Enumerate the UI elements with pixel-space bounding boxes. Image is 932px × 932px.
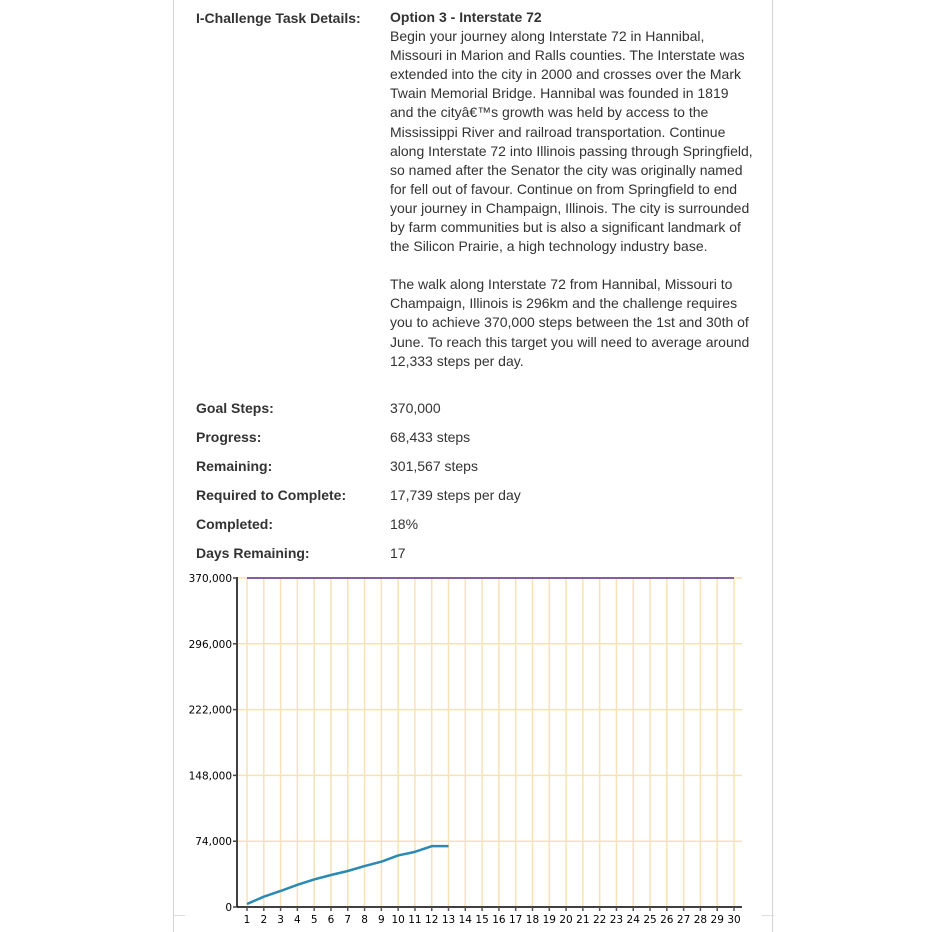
x-tick-label: 22 <box>592 914 607 926</box>
task-details-label: I-Challenge Task Details: <box>196 10 361 26</box>
y-tick-label: 0 <box>225 902 232 914</box>
required-label: Required to Complete: <box>196 487 347 503</box>
x-tick-label: 18 <box>525 914 540 926</box>
task-paragraph-2: The walk along Interstate 72 from Hannibal, Missouri to Champaign, Illinois is 296km and the challenge requires you to achieve 370,000 steps between the 1st and 30th of June. To reach this target you will need to average around 12,333 steps per day. <box>390 276 750 369</box>
goal-steps-label: Goal Steps: <box>196 400 274 416</box>
x-tick-label: 24 <box>626 914 640 926</box>
x-tick-label: 21 <box>576 914 590 926</box>
x-tick-label: 28 <box>693 914 708 926</box>
x-tick-label: 2 <box>260 914 268 926</box>
remaining-value: 301,567 steps <box>390 458 478 474</box>
x-tick-label: 1 <box>243 914 251 926</box>
completed-value: 18% <box>390 516 419 532</box>
goal-steps-value: 370,000 <box>390 400 441 416</box>
x-tick-label: 26 <box>660 914 674 926</box>
y-tick-label: 148,000 <box>188 770 232 783</box>
completed-label: Completed: <box>196 516 273 532</box>
x-tick-label: 6 <box>327 914 335 926</box>
x-tick-label: 11 <box>408 914 422 926</box>
x-tick-label: 23 <box>609 914 624 926</box>
required-value: 17,739 steps per day <box>390 487 521 503</box>
x-tick-label: 25 <box>643 914 657 926</box>
x-tick-label: 13 <box>441 914 456 926</box>
days-remaining-value: 17 <box>390 545 406 561</box>
x-tick-label: 5 <box>310 914 318 926</box>
x-tick-label: 4 <box>294 914 301 926</box>
task-paragraph-1: Begin your journey along Interstate 72 in Hannibal, Missouri in Marion and Ralls counties. The Interstate was extended into the city in 2000 and crosses over the Mark Twain Memorial Bridge. Hannibal was founded in 1819 and the cityâ€™s growth was held by access to the Mississippi River and railroad transportation. Continue along Interstate 72 into Illinois passing through Springfield, so named after the Senator the city was originally named for fell out of favour. Continue on from Springfield to end your journey in Champaign, Illinois. The city is surrounded by farm communities but is also a significant landmark of the Silicon Prairie, a high technology industry base. <box>390 28 753 255</box>
y-tick-label: 296,000 <box>188 638 232 651</box>
x-tick-label: 12 <box>425 914 439 926</box>
x-tick-label: 29 <box>710 914 724 926</box>
progress-value: 68,433 steps <box>390 429 471 445</box>
x-tick-label: 27 <box>676 914 691 926</box>
x-tick-label: 9 <box>378 914 385 926</box>
x-tick-label: 10 <box>391 914 405 926</box>
y-tick-label: 222,000 <box>188 704 232 717</box>
y-tick-label: 74,000 <box>195 836 232 849</box>
x-tick-label: 8 <box>361 914 368 926</box>
x-tick-label: 30 <box>727 914 741 926</box>
days-remaining-label: Days Remaining: <box>196 545 310 561</box>
x-tick-label: 19 <box>542 914 556 926</box>
task-title: Option 3 - Interstate 72 <box>390 9 542 25</box>
y-tick-label: 370,000 <box>188 573 232 585</box>
x-tick-label: 7 <box>344 914 352 926</box>
x-tick-label: 20 <box>559 914 573 926</box>
x-tick-label: 16 <box>492 914 506 926</box>
remaining-label: Remaining: <box>196 458 273 474</box>
progress-label: Progress: <box>196 429 262 445</box>
x-tick-label: 14 <box>458 914 472 926</box>
x-tick-label: 15 <box>475 914 489 926</box>
x-tick-label: 17 <box>509 914 523 926</box>
x-tick-label: 3 <box>277 914 284 926</box>
